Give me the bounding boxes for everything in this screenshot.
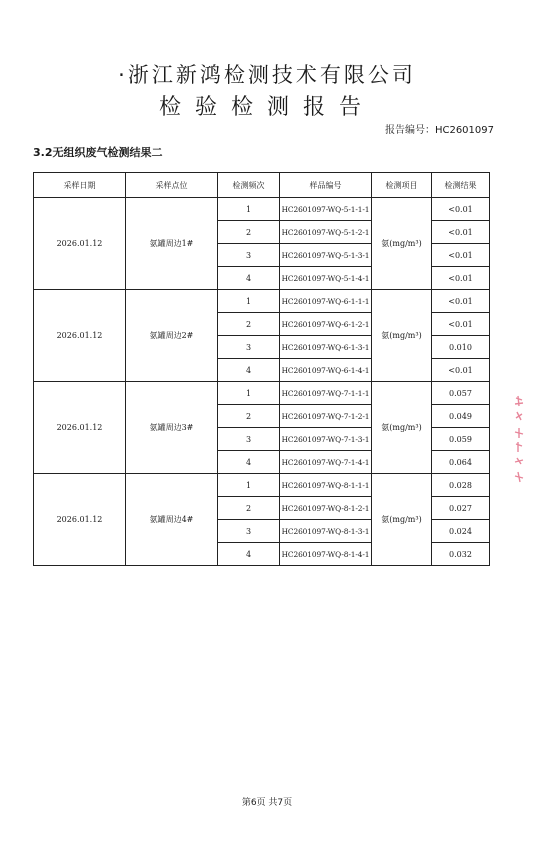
frequency: 2 (218, 221, 280, 244)
table-row (34, 382, 490, 405)
header-test-result: 检测结果 (432, 173, 490, 198)
report-number: 报告编号：HC2601097 (384, 125, 494, 136)
table-row (34, 290, 490, 313)
sample-number: HC2601097-WQ-6-1-1-1 (280, 290, 372, 313)
frequency: 2 (218, 405, 280, 428)
frequency: 3 (218, 428, 280, 451)
frequency: 3 (218, 244, 280, 267)
test-result: 0.057 (432, 382, 490, 405)
sampling-date: 2026.01.12 (34, 198, 126, 290)
table-header-row (34, 173, 490, 198)
frequency: 3 (218, 336, 280, 359)
test-item: 氨(mg/m³) (372, 290, 432, 382)
frequency: 4 (218, 267, 280, 290)
results-table (33, 172, 490, 566)
test-result: 0.064 (432, 451, 490, 474)
test-result: <0.01 (432, 313, 490, 336)
header-test-item: 检测项目 (372, 173, 432, 198)
frequency: 1 (218, 474, 280, 497)
test-result: <0.01 (432, 244, 490, 267)
test-item: 氨(mg/m³) (372, 382, 432, 474)
frequency: 4 (218, 543, 280, 566)
page-footer: 第6页 共7页 (241, 798, 293, 808)
sample-number: HC2601097-WQ-7-1-2-1 (280, 405, 372, 428)
sample-number: HC2601097-WQ-8-1-3-1 (280, 520, 372, 543)
sample-number: HC2601097-WQ-7-1-4-1 (280, 451, 372, 474)
report-title: 检验检测报告 (158, 95, 375, 120)
test-result: <0.01 (432, 359, 490, 382)
frequency: 1 (218, 198, 280, 221)
test-result: <0.01 (432, 290, 490, 313)
sampling-date: 2026.01.12 (34, 474, 126, 566)
test-result: 0.028 (432, 474, 490, 497)
test-result: 0.032 (432, 543, 490, 566)
header-sampling-point: 采样点位 (126, 173, 218, 198)
frequency: 4 (218, 451, 280, 474)
frequency: 2 (218, 497, 280, 520)
table-row (34, 474, 490, 497)
sample-number: HC2601097-WQ-6-1-4-1 (280, 359, 372, 382)
sampling-point: 氨罐周边2# (126, 290, 218, 382)
frequency: 1 (218, 290, 280, 313)
company-name: ·浙江新鸿检测技术有限公司 (118, 63, 416, 87)
sample-number: HC2601097-WQ-8-1-2-1 (280, 497, 372, 520)
test-result: 0.024 (432, 520, 490, 543)
sample-number: HC2601097-WQ-5-1-4-1 (280, 267, 372, 290)
sample-number: HC2601097-WQ-5-1-2-1 (280, 221, 372, 244)
test-result: 0.027 (432, 497, 490, 520)
sampling-date: 2026.01.12 (34, 382, 126, 474)
test-result: <0.01 (432, 267, 490, 290)
sample-number: HC2601097-WQ-5-1-3-1 (280, 244, 372, 267)
sample-number: HC2601097-WQ-7-1-1-1 (280, 382, 372, 405)
frequency: 2 (218, 313, 280, 336)
header-sample-number: 样品编号 (280, 173, 372, 198)
frequency: 3 (218, 520, 280, 543)
seal-stamp-fragment (512, 394, 526, 484)
sampling-date: 2026.01.12 (34, 290, 126, 382)
test-result: <0.01 (432, 221, 490, 244)
header-frequency: 检测频次 (218, 173, 280, 198)
sample-number: HC2601097-WQ-5-1-1-1 (280, 198, 372, 221)
sampling-point: 氨罐周边4# (126, 474, 218, 566)
sample-number: HC2601097-WQ-8-1-1-1 (280, 474, 372, 497)
table-row (34, 198, 490, 221)
test-result: 0.059 (432, 428, 490, 451)
sample-number: HC2601097-WQ-6-1-3-1 (280, 336, 372, 359)
section-title: 3.2无组织废气检测结果二 (33, 146, 163, 159)
header-sampling-date: 采样日期 (34, 173, 126, 198)
frequency: 1 (218, 382, 280, 405)
sample-number: HC2601097-WQ-8-1-4-1 (280, 543, 372, 566)
test-item: 氨(mg/m³) (372, 474, 432, 566)
sample-number: HC2601097-WQ-7-1-3-1 (280, 428, 372, 451)
sampling-point: 氨罐周边1# (126, 198, 218, 290)
test-result: 0.010 (432, 336, 490, 359)
sampling-point: 氨罐周边3# (126, 382, 218, 474)
test-result: 0.049 (432, 405, 490, 428)
test-result: <0.01 (432, 198, 490, 221)
frequency: 4 (218, 359, 280, 382)
sample-number: HC2601097-WQ-6-1-2-1 (280, 313, 372, 336)
test-item: 氨(mg/m³) (372, 198, 432, 290)
